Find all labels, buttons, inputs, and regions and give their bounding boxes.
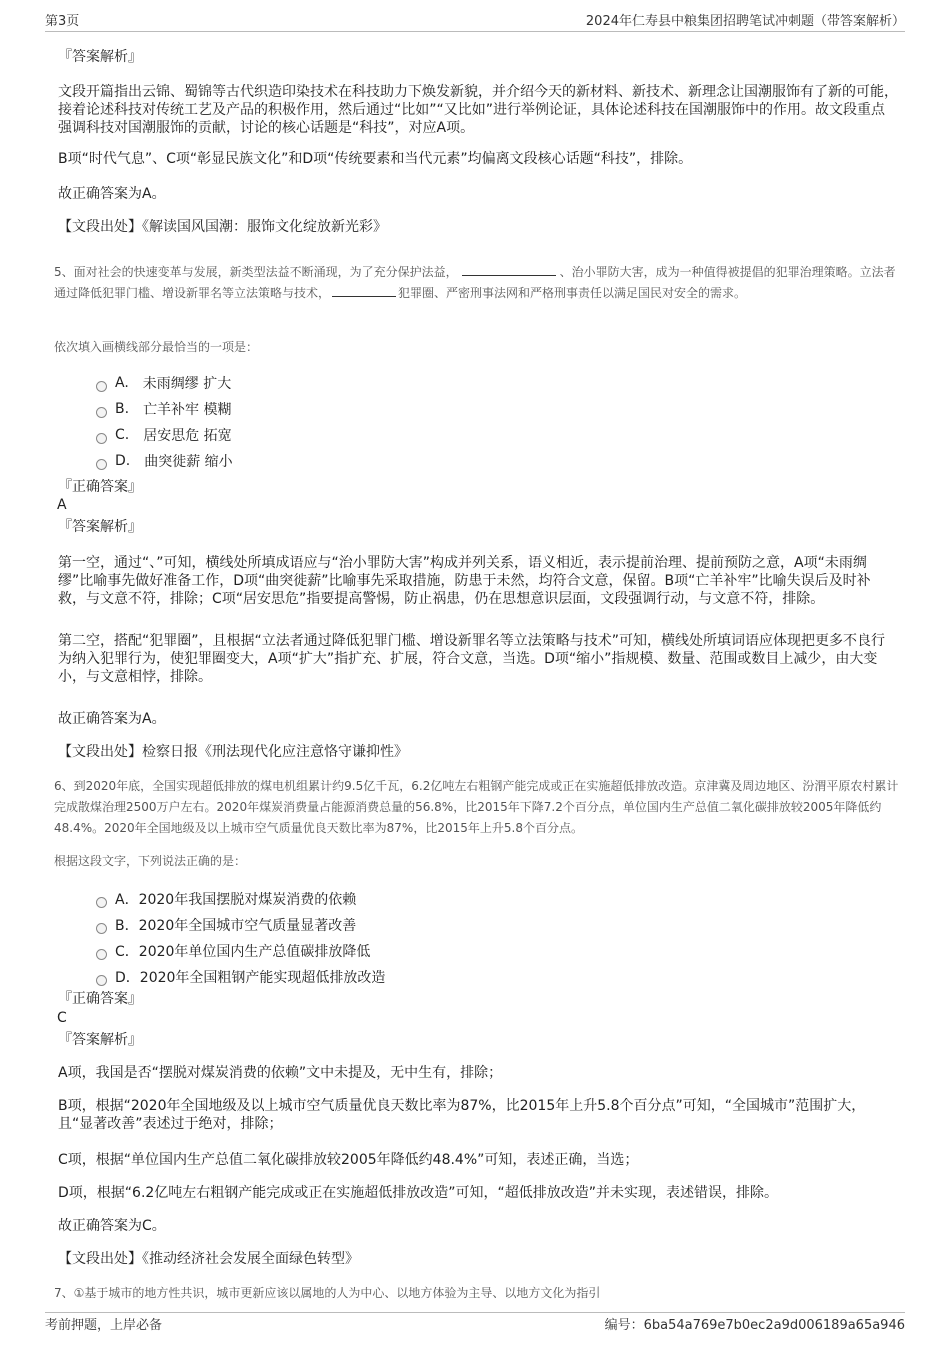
option-letter: D.: [115, 453, 131, 469]
option-text: 2020年全国城市空气质量显著改善: [138, 918, 357, 934]
radio-icon[interactable]: [96, 381, 107, 392]
option-letter: C．: [115, 944, 139, 960]
option-c[interactable]: [96, 425, 232, 445]
analysis-paragraph: 文段开篇指出云锦、蜀锦等古代织造印染技术在科技助力下焕发新貌，并介绍今天的新材料、新技术、新理念让国潮服饰有了新的可能，接着论述科技对传统工艺及产品的积极作用，然后通过“比如”“又比如”进行举例论证，具体论述科技在国潮服饰中的作用。故文段重点强调科技对国潮服饰的贡献，讨论的核心话题是“科技”，对应A项。: [58, 84, 898, 136]
radio-icon[interactable]: [96, 433, 107, 444]
answer-label: 『正确答案』: [58, 991, 142, 1007]
analysis-option-b: B项，根据“2020年全国地级及以上城市空气质量优良天数比率为87%，比2015年上升5.8个百分点”可知，“全国城市”范围扩大，且“显著改善”表述过于绝对，排除；: [58, 1098, 866, 1132]
source: 【文段出处】检察日报《刑法现代化应注意恪守谦抑性》: [58, 744, 408, 760]
radio-icon[interactable]: [96, 975, 107, 986]
option-b[interactable]: [96, 399, 232, 419]
page-number: 第3页: [45, 14, 80, 29]
analysis-label: 『答案解析』: [58, 49, 142, 65]
source: 【文段出处】《解读国风国潮：服饰文化绽放新光彩》: [58, 219, 387, 235]
radio-icon[interactable]: [96, 407, 107, 418]
question-5-stem: [54, 262, 899, 304]
blank-2: [332, 284, 396, 297]
option-letter: A．: [115, 892, 139, 908]
footer-slogan: 考前押题，上岸必备: [45, 1318, 163, 1333]
conclusion: 故正确答案为C。: [58, 1218, 166, 1234]
stem-part: 犯罪圈、严密刑事法网和严格刑事责任以满足国民对安全的需求。: [398, 286, 747, 300]
option-text: 亡羊补牢 模糊: [143, 402, 232, 418]
question-prompt: 根据这段文字，下列说法正确的是：: [54, 854, 247, 868]
option-text: 居安思危 拓宽: [143, 428, 232, 444]
option-text: 未雨绸缪 扩大: [142, 376, 232, 392]
radio-icon[interactable]: [96, 459, 107, 470]
radio-icon[interactable]: [96, 949, 107, 960]
option-a[interactable]: [96, 373, 231, 393]
radio-icon[interactable]: [96, 897, 107, 908]
analysis-option-c: C项，根据“单位国内生产总值二氧化碳排放较2005年降低约48.4%”可知，表述正确，当选；: [58, 1152, 639, 1168]
analysis-option-a: A项，我国是否“摆脱对煤炭消费的依赖”文中未提及，无中生有，排除；: [58, 1065, 503, 1081]
header-divider: [45, 31, 905, 32]
blank-1: [462, 263, 556, 276]
analysis-paragraph: 第一空，通过“、”可知，横线处所填成语应与“治小罪防大害”构成并列关系，语义相近，表示提前治理、提前预防之意，A项“未雨绸缪”比喻事先做好准备工作，D项“曲突徙薪”比喻事先采取措施，防患于未然，均符合文意，保留。B项“亡羊补牢”比喻失误后及时补救，与文意不符，排除；C项“居安思危”指要提高警惕，防止祸患，仍在思想意识层面，文段强调行动，与文意不符，排除。: [58, 555, 871, 607]
radio-icon[interactable]: [96, 923, 107, 934]
option-text: 2020年全国粗钢产能实现超低排放改造: [139, 970, 386, 986]
document-code: [605, 1314, 905, 1333]
source: 【文段出处】《推动经济社会发展全面绿色转型》: [58, 1251, 359, 1267]
question-7-stem: 7、①基于城市的地方性共识，城市更新应该以属地的人为中心、以地方体验为主导、以地方文化为指引: [54, 1286, 601, 1300]
analysis-label: 『答案解析』: [58, 1032, 142, 1048]
option-letter: B．: [115, 918, 139, 934]
option-letter: A.: [115, 375, 129, 391]
question-prompt: 依次填入画横线部分最恰当的一项是：: [54, 340, 259, 354]
option-d[interactable]: [96, 967, 385, 987]
option-text: 2020年单位国内生产总值碳排放降低: [138, 944, 371, 960]
analysis-paragraph: B项“时代气息”、C项“彰显民族文化”和D项“传统要素和当代元素”均偏离文段核心话题“科技”，排除。: [58, 151, 693, 167]
stem-part: 5、面对社会的快速变革与发展，新类型法益不断涌现，为了充分保护法益，: [54, 265, 458, 279]
analysis-paragraph: 第二空，搭配“犯罪圈”，且根据“立法者通过降低犯罪门槛、增设新罪名等立法策略与技术”可知，横线处所填词语应体现把更多不良行为纳入犯罪行为，使犯罪圈变大，A项“扩大”指扩充、扩展，符合文意，当选。D项“缩小”指规模、数量、范围或数目上减少，由大变小，与文意相悖，排除。: [58, 633, 886, 685]
option-letter: B.: [115, 401, 130, 417]
option-d[interactable]: [96, 451, 233, 471]
correct-answer: A: [57, 497, 67, 513]
code-value: 6ba54a769e7b0ec2a9d006189a65a946: [643, 1318, 905, 1333]
question-6-stem: 6、到2020年底，全国实现超低排放的煤电机组累计约9.5亿千瓦，6.2亿吨左右粗钢产能完成或正在实施超低排放改造。京津冀及周边地区、汾渭平原农村累计完成散煤治理2500万户左右。2020年煤炭消费量占能源消费总量的56.8%，比2015年下降7.2个百分点，单位国内生产总值二氧化碳排放较2005年降低约48.4%。2020年全国地级及以上城市空气质量优良天数比率为87%，比2015年上升5.8个百分点。: [54, 779, 899, 835]
analysis-option-d: D项，根据“6.2亿吨左右粗钢产能完成或正在实施超低排放改造”可知，“超低排放改造”并未实现，表述错误，排除。: [58, 1185, 779, 1201]
option-c[interactable]: [96, 941, 370, 961]
option-letter: D．: [115, 970, 140, 986]
analysis-label: 『答案解析』: [58, 519, 142, 535]
option-b[interactable]: [96, 915, 356, 935]
footer-divider: [45, 1312, 905, 1313]
answer-label: 『正确答案』: [58, 479, 142, 495]
code-label: 编号：: [604, 1318, 644, 1333]
option-a[interactable]: [96, 889, 356, 909]
stem-part: 、治小罪防大害，成为一种值得被提倡的犯罪治理策略。立法者通过降低犯罪门槛、增设新罪名等立法策略与技术，: [54, 265, 896, 300]
correct-answer: C: [57, 1010, 67, 1026]
option-text: 2020年我国摆脱对煤炭消费的依赖: [138, 892, 357, 908]
conclusion: 故正确答案为A。: [58, 711, 166, 727]
option-text: 曲突徙薪 缩小: [144, 454, 233, 470]
conclusion: 故正确答案为A。: [58, 186, 166, 202]
document-title: 2024年仁寿县中粮集团招聘笔试冲刺题（带答案解析）: [585, 14, 905, 29]
option-letter: C.: [115, 427, 130, 443]
